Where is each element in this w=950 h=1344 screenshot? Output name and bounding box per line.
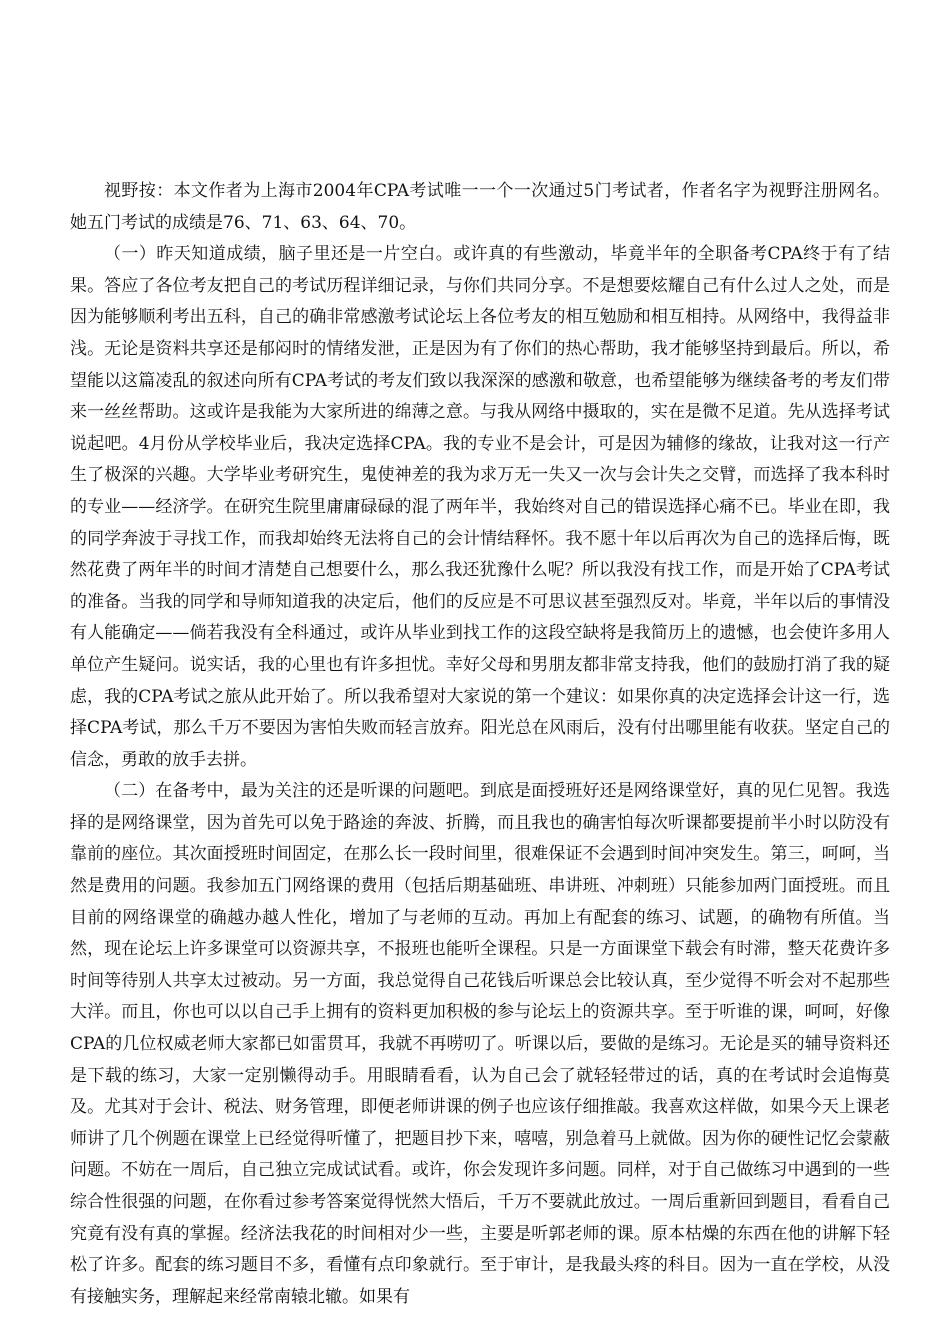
paragraph-section-one: （一）昨天知道成绩，脑子里还是一片空白。或许真的有些激动，毕竟半年的全职备考CPA终于有了结果。答应了各位考友把自己的考试历程详细记录，与你们共同分享。不是想要炫耀自己有什么过人之处，而是因为能够顺利考出五科，自己的确非常感激考试论坛上各位考友的相互勉励和相互相持。从网络中，我得益非浅。无论是资料共享还是郁闷时的情绪发泄，正是因为有了你们的热心帮助，我才能够坚持到最后。所以，希望能以这篇凌乱的叙述向所有CPA考试的考友们致以我深深的感激和敬意，也希望能够为继续备考的考友们带来一丝丝帮助。这或许是我能为大家所进的绵薄之意。与我从网络中摄取的，实在是微不足道。先从选择考试说起吧。4月份从学校毕业后，我决定选择CPA。我的专业不是会计，可是因为辅修的缘故，让我对这一行产生了极深的兴趣。大学毕业考研究生，鬼使神差的我为求万无一失又一次与会计失之交臂，而选择了我本科时的专业——经济学。在研究生院里庸庸碌碌的混了两年半，我始终对自己的错误选择心痛不已。毕业在即，我的同学奔波于寻找工作，而我却始终无法将自己的会计情结释怀。我不愿十年以后再次为自己的选择后悔，既然花费了两年半的时间才清楚自己想要什么，那么我还犹豫什么呢？所以我没有找工作，而是开始了CPA考试的准备。当我的同学和导师知道我的决定后，他们的反应是不可思议甚至强烈反对。毕竟，半年以后的事情没有人能确定——倘若我没有全科通过，或许从毕业到找工作的这段空缺将是我简历上的遗憾，也会使许多用人单位产生疑问。说实话，我的心里也有许多担忧。幸好父母和男朋友都非常支持我，他们的鼓励打消了我的疑虑，我的CPA考试之旅从此开始了。所以我希望对大家说的第一个建议：如果你真的决定选择会计这一行，选择CPA考试，那么千万不要因为害怕失败而轻言放弃。阳光总在风雨后，没有付出哪里能有收获。坚定自己的信念，勇敢的放手去拼。: [70, 244, 890, 770]
document-body: [70, 176, 890, 1313]
paragraph-section-two: （二）在备考中，最为关注的还是听课的问题吧。到底是面授班好还是网络课堂好，真的见仁见智。我选择的是网络课堂，因为首先可以免于路途的奔波、折腾，而且我也的确害怕每次听课都要提前半小时以防没有靠前的座位。其次面授班时间固定，在那么长一段时间里，很难保证不会遇到时间冲突发生。第三，呵呵，当然是费用的问题。我参加五门网络课的费用（包括后期基础班、串讲班、冲刺班）只能参加两门面授班。而且目前的网络课堂的确越办越人性化，增加了与老师的互动。再加上有配套的练习、试题，的确物有所值。当然，现在论坛上许多课堂可以资源共享，不报班也能听全课程。只是一方面课堂下载会有时滞，整天花费许多时间等待别人共享太过被动。另一方面，我总觉得自己花钱后听课总会比较认真，至少觉得不听会对不起那些大洋。而且，你也可以以自己手上拥有的资料更加积极的参与论坛上的资源共享。至于听谁的课，呵呵，好像CPA的几位权威老师大家都已如雷贯耳，我就不再唠叨了。听课以后，要做的是练习。无论是买的辅导资料还是下载的练习，大家一定别懒得动手。用眼睛看看，认为自己会了就轻轻带过的话，真的在考试时会追悔莫及。尤其对于会计、税法、财务管理，即便老师讲课的例子也应该仔细推敲。我喜欢这样做，如果今天上课老师讲了几个例题在课堂上已经觉得听懂了，把题目抄下来，嘻嘻，别急着马上就做。因为你的硬性记忆会蒙蔽问题。不妨在一周后，自己独立完成试试看。或许，你会发现许多问题。同样，对于自己做练习中遇到的一些综合性很强的问题，在你看过参考答案觉得恍然大悟后，千万不要就此放过。一周后重新回到题目，看看自己究竟有没有真的掌握。经济法我花的时间相对少一些，主要是听郭老师的课。原本枯燥的东西在他的讲解下轻松了许多。配套的练习题目不多，看懂有点印象就行。至于审计，是我最头疼的科目。因为一直在学校，从没有接触实务，理解起来经常南辕北辙。如果有: [70, 781, 890, 1307]
paragraph-intro-note: 视野按：本文作者为上海市2004年CPA考试唯一一个一次通过5门考试者，作者名字为视野注册网名。她五门考试的成绩是76、71、63、64、70。: [70, 181, 890, 233]
